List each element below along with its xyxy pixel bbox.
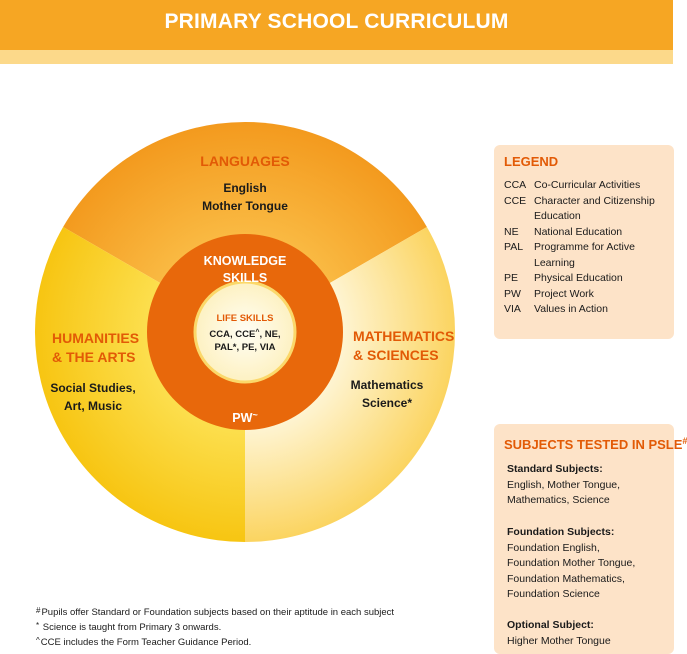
foundation-subjects-line: Foundation Science — [507, 588, 600, 600]
legend-item — [504, 178, 666, 194]
foundation-subjects-line: Foundation Mother Tongue, — [507, 557, 636, 569]
humanities-subject: Art, Music — [63, 399, 122, 413]
legend-item — [504, 194, 666, 225]
humanities-title-line: HUMANITIES — [52, 330, 140, 346]
humanities-subject: Social Studies, — [50, 381, 136, 395]
legend-abbr: PE — [504, 272, 519, 284]
humanities-title-line: & THE ARTS — [52, 349, 136, 365]
legend-abbr: PAL — [504, 241, 524, 253]
standard-subjects-line: Mathematics, Science — [507, 494, 610, 506]
legend-item — [504, 240, 666, 271]
footnotes — [36, 604, 394, 649]
legend-abbr: VIA — [504, 303, 521, 315]
humanities-title — [52, 329, 139, 367]
legend-list — [504, 178, 666, 318]
footnote-mark: * — [36, 621, 40, 630]
life-skills-line: CCA, CCE — [209, 329, 256, 340]
languages-subject: English — [223, 181, 267, 195]
footnote-text: CCE includes the Form Teacher Guidance Period. — [40, 637, 252, 648]
legend-abbr: NE — [504, 225, 519, 238]
foundation-subjects-heading: Foundation Subjects: — [507, 526, 615, 538]
standard-subjects-heading: Standard Subjects: — [507, 463, 603, 475]
tilde-mark: ~ — [252, 410, 258, 420]
footnote — [36, 619, 394, 634]
life-skills-line-end: , NE, — [259, 329, 281, 340]
languages-title: LANGUAGES — [200, 153, 290, 169]
hash-mark: # — [682, 436, 687, 446]
legend-def: Character and Citizenship Education — [534, 194, 655, 222]
legend-def: Physical Education — [534, 272, 623, 284]
legend-item — [504, 225, 666, 241]
legend-item — [504, 302, 666, 318]
standard-subjects-line: English, Mother Tongue, — [507, 478, 621, 491]
legend-abbr: PW — [504, 287, 521, 300]
legend-panel — [494, 145, 674, 339]
standard-subjects — [507, 462, 620, 509]
psle-title-text: SUBJECTS TESTED IN PSLE — [504, 437, 683, 452]
legend-def: Co-Curricular Activities — [534, 179, 641, 191]
legend-def: Project Work — [534, 287, 594, 300]
foundation-subjects-line: Foundation Mathematics, — [507, 572, 625, 585]
mathematics-subject: Mathematics — [350, 378, 424, 392]
footnote-mark: # — [36, 606, 41, 615]
footnote — [36, 634, 394, 649]
optional-subjects — [507, 618, 611, 649]
page-title: PRIMARY SCHOOL CURRICULUM — [164, 10, 509, 33]
mathematics-title-line: MATHEMATICS — [353, 328, 455, 344]
legend-item — [504, 271, 666, 287]
caret-mark: ^ — [255, 329, 260, 336]
pw-text: PW — [232, 411, 253, 425]
humanities-subjects — [42, 379, 144, 415]
legend-item — [504, 287, 666, 303]
knowledge-skills-line: SKILLS — [222, 271, 268, 285]
pw-label — [215, 410, 275, 425]
footnote-mark: ^ — [36, 636, 40, 645]
header-strip — [0, 50, 673, 64]
languages-subject: Mother Tongue — [202, 199, 288, 213]
languages-subjects — [165, 179, 325, 215]
footnote-text: Science is taught from Primary 3 onwards. — [40, 622, 222, 633]
knowledge-skills-label — [195, 253, 295, 287]
optional-subjects-heading: Optional Subject: — [507, 619, 594, 631]
life-skills-list — [200, 326, 290, 354]
footnote — [36, 604, 394, 619]
life-skills-title: LIFE SKILLS — [216, 313, 274, 324]
legend-def: Programme for Active Learning — [534, 241, 635, 269]
mathematics-subjects — [343, 376, 431, 412]
legend-abbr: CCE — [504, 194, 527, 207]
legend-abbr: CCA — [504, 179, 527, 191]
legend-def: Values in Action — [534, 303, 608, 315]
footnote-text: Pupils offer Standard or Foundation subjects based on their aptitude in each subject — [41, 607, 395, 618]
optional-subjects-line: Higher Mother Tongue — [507, 634, 611, 647]
foundation-subjects — [507, 525, 635, 603]
foundation-subjects-line: Foundation English, — [507, 541, 600, 554]
life-skills-line: PAL*, PE, VIA — [214, 342, 276, 353]
psle-panel — [494, 424, 687, 654]
legend-def: National Education — [534, 225, 623, 238]
psle-title — [504, 436, 687, 452]
mathematics-title — [353, 327, 454, 365]
legend-title: LEGEND — [504, 154, 559, 169]
knowledge-skills-line: KNOWLEDGE — [203, 254, 287, 268]
mathematics-subject: Science* — [361, 396, 413, 410]
mathematics-title-line: & SCIENCES — [353, 347, 439, 363]
